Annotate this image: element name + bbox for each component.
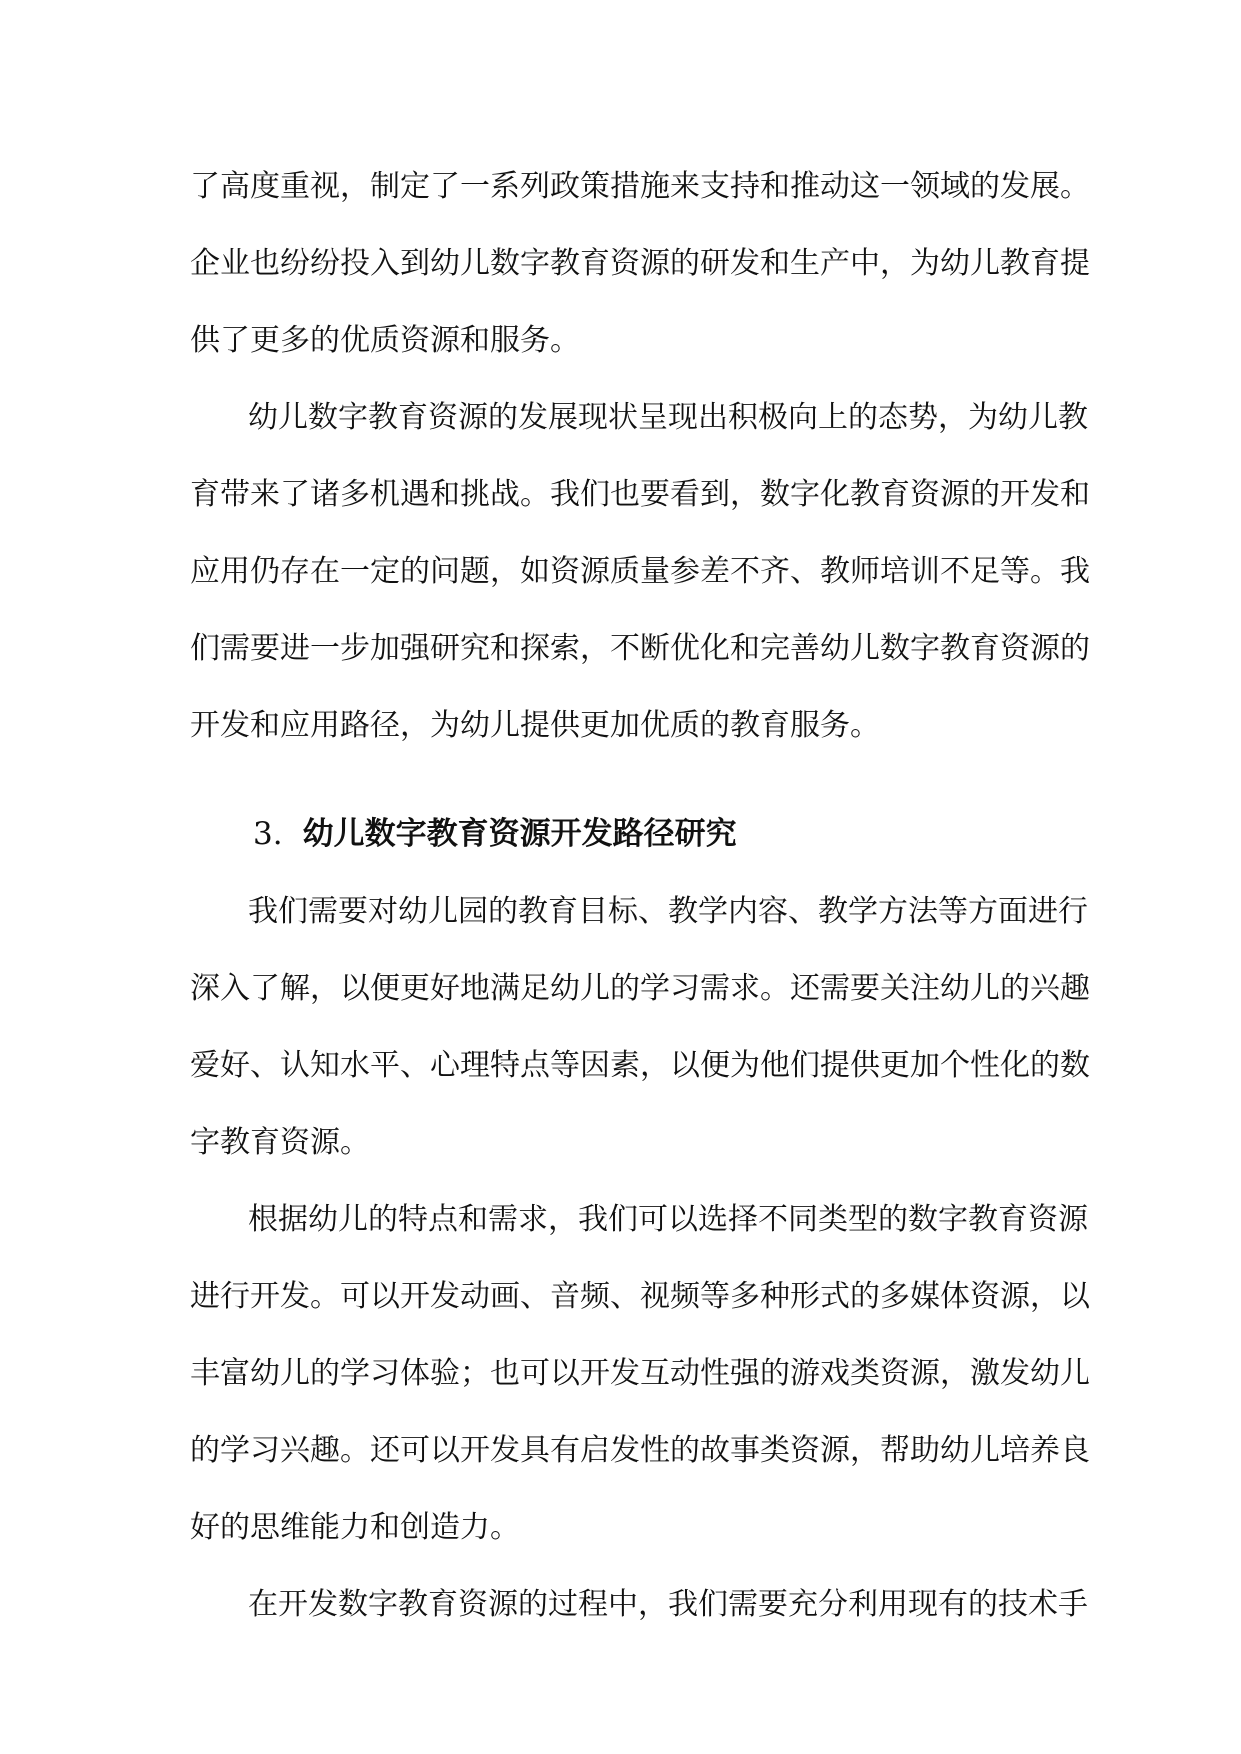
paragraph-line: 进行开发。可以开发动画、音频、视频等多种形式的多媒体资源，以 (190, 1279, 1090, 1314)
document-body (190, 148, 1090, 1643)
paragraph-line: 的学习兴趣。还可以开发具有启发性的故事类资源，帮助幼儿培养良 (190, 1433, 1090, 1468)
paragraph-line: 根据幼儿的特点和需求，我们可以选择不同类型的数字教育资源 (248, 1202, 1088, 1237)
paragraph-line: 好的思维能力和创造力。 (190, 1510, 520, 1545)
paragraph-policy-support (190, 148, 1090, 379)
section-title: 幼儿数字教育资源开发路径研究 (302, 816, 737, 852)
paragraph-line: 供了更多的优质资源和服务。 (190, 323, 580, 358)
paragraph-line: 幼儿数字教育资源的发展现状呈现出积极向上的态势，为幼儿教 (248, 400, 1088, 435)
paragraph-resource-types (190, 1181, 1090, 1566)
paragraph-line: 在开发数字教育资源的过程中，我们需要充分利用现有的技术手 (248, 1587, 1088, 1622)
paragraph-line: 育带来了诸多机遇和挑战。我们也要看到，数字化教育资源的开发和 (190, 477, 1090, 512)
paragraph-line: 企业也纷纷投入到幼儿数字教育资源的研发和生产中，为幼儿教育提 (190, 246, 1090, 281)
paragraph-line: 们需要进一步加强研究和探索，不断优化和完善幼儿数字教育资源的 (190, 631, 1090, 666)
section-number: 3. (253, 816, 283, 852)
paragraph-line: 爱好、认知水平、心理特点等因素，以便为他们提供更加个性化的数 (190, 1048, 1090, 1083)
paragraph-line: 字教育资源。 (190, 1125, 370, 1160)
paragraph-development-status (190, 379, 1090, 764)
paragraph-line: 深入了解，以便更好地满足幼儿的学习需求。还需要关注幼儿的兴趣 (190, 971, 1090, 1006)
paragraph-development-process (190, 1566, 1088, 1643)
paragraph-line: 了高度重视，制定了一系列政策措施来支持和推动这一领域的发展。 (190, 169, 1090, 204)
paragraph-line: 丰富幼儿的学习体验；也可以开发互动性强的游戏类资源，激发幼儿 (190, 1356, 1090, 1391)
paragraph-line: 应用仍存在一定的问题，如资源质量参差不齐、教师培训不足等。我 (190, 554, 1090, 589)
section-heading (190, 796, 1070, 873)
paragraph-line: 我们需要对幼儿园的教育目标、教学内容、教学方法等方面进行 (248, 894, 1088, 929)
paragraph-understand-needs (190, 873, 1090, 1181)
paragraph-line: 开发和应用路径，为幼儿提供更加优质的教育服务。 (190, 708, 880, 743)
